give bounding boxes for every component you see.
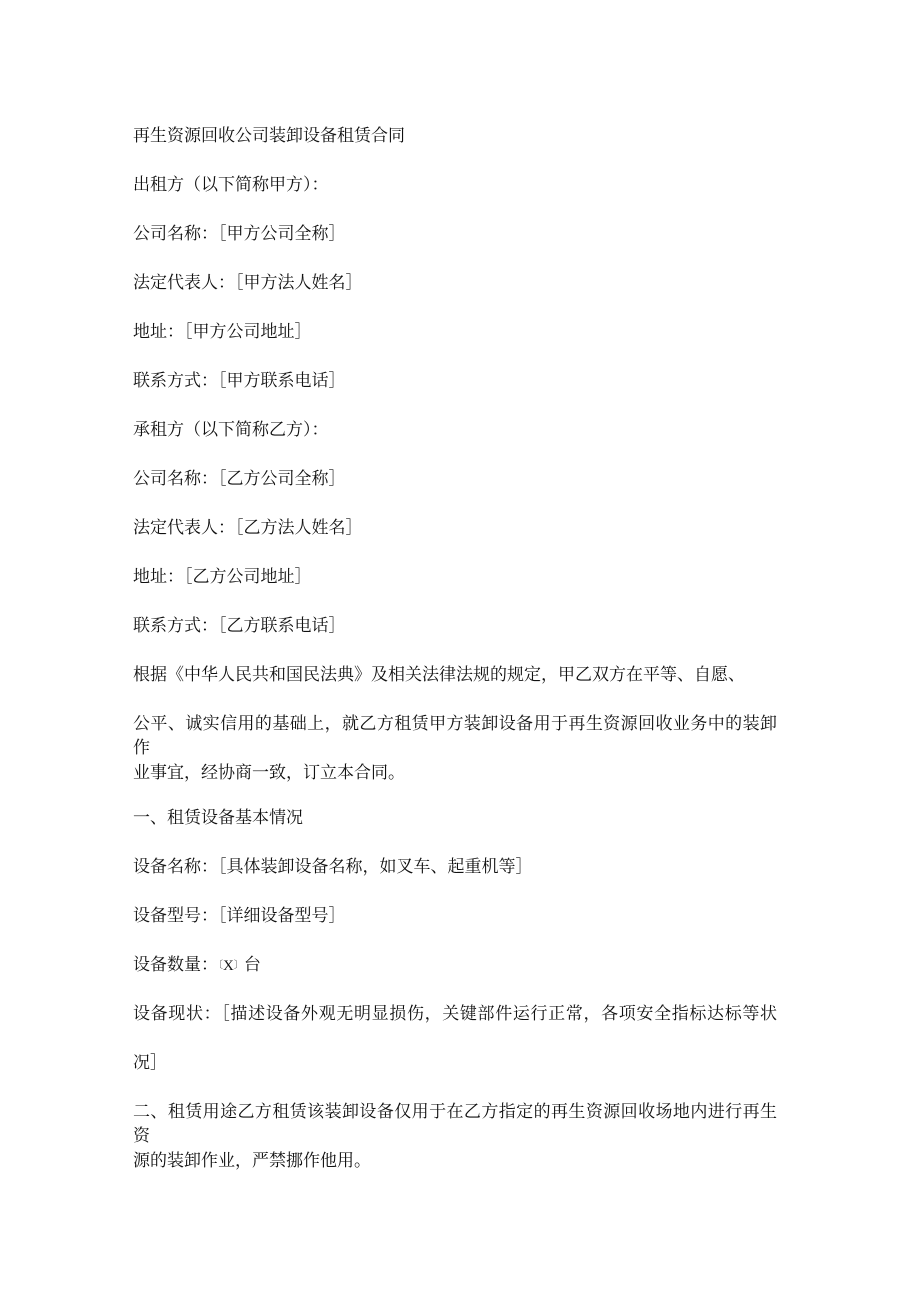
section2-line: 源的装卸作业，严禁挪作他用。 bbox=[133, 1151, 371, 1171]
device-quantity bbox=[133, 953, 261, 978]
lessee-company: 公司名称：［乙方公司全称］ bbox=[133, 469, 346, 489]
lessor-contact: 联系方式：［甲方联系电话］ bbox=[133, 371, 346, 391]
section2-line: 二、租赁用途乙方租赁该装卸设备仅用于在乙方指定的再生资源回收场地内进行再生资 bbox=[133, 1102, 777, 1146]
preamble-line: 根据《中华人民共和国民法典》及相关法律法规的规定，甲乙双方在平等、自愿、 bbox=[133, 665, 745, 685]
lessee-address: 地址：［乙方公司地址］ bbox=[133, 567, 312, 587]
device-status-line: 况］ bbox=[133, 1053, 167, 1073]
lessor-address: 地址：［甲方公司地址］ bbox=[133, 322, 312, 342]
lessor-heading: 出租方（以下简称甲方）： bbox=[133, 175, 329, 195]
preamble-line: 公平、诚实信用的基础上，就乙方租赁甲方装卸设备用于再生资源回收业务中的装卸作 bbox=[133, 714, 777, 758]
device-status-line: 设备现状：［描述设备外观无明显损伤，关键部件运行正常，各项安全指标达标等状 bbox=[133, 1004, 777, 1024]
device-name: 设备名称：［具体装卸设备名称，如叉车、起重机等］ bbox=[133, 857, 533, 877]
device-model: 设备型号：［详细设备型号］ bbox=[133, 906, 346, 926]
device-qty-unit: 台 bbox=[243, 955, 261, 975]
contract-title: 再生资源回收公司装卸设备租赁合同 bbox=[133, 126, 405, 146]
lessee-contact: 联系方式：［乙方联系电话］ bbox=[133, 616, 346, 636]
lessor-legal-rep: 法定代表人：［甲方法人姓名］ bbox=[133, 273, 363, 293]
lessee-legal-rep: 法定代表人：［乙方法人姓名］ bbox=[133, 518, 363, 538]
preamble-line: 业事宜，经协商一致，订立本合同。 bbox=[133, 763, 405, 783]
section1-heading: 一、租赁设备基本情况 bbox=[133, 808, 303, 828]
lessee-heading: 承租方（以下简称乙方）： bbox=[133, 420, 329, 440]
device-qty-close: 〕 bbox=[233, 960, 244, 971]
device-qty-open: 〔 bbox=[218, 960, 223, 971]
device-qty-label: 设备数量： bbox=[133, 955, 218, 975]
device-qty-value: X bbox=[223, 958, 234, 974]
lessor-company: 公司名称：［甲方公司全称］ bbox=[133, 224, 346, 244]
